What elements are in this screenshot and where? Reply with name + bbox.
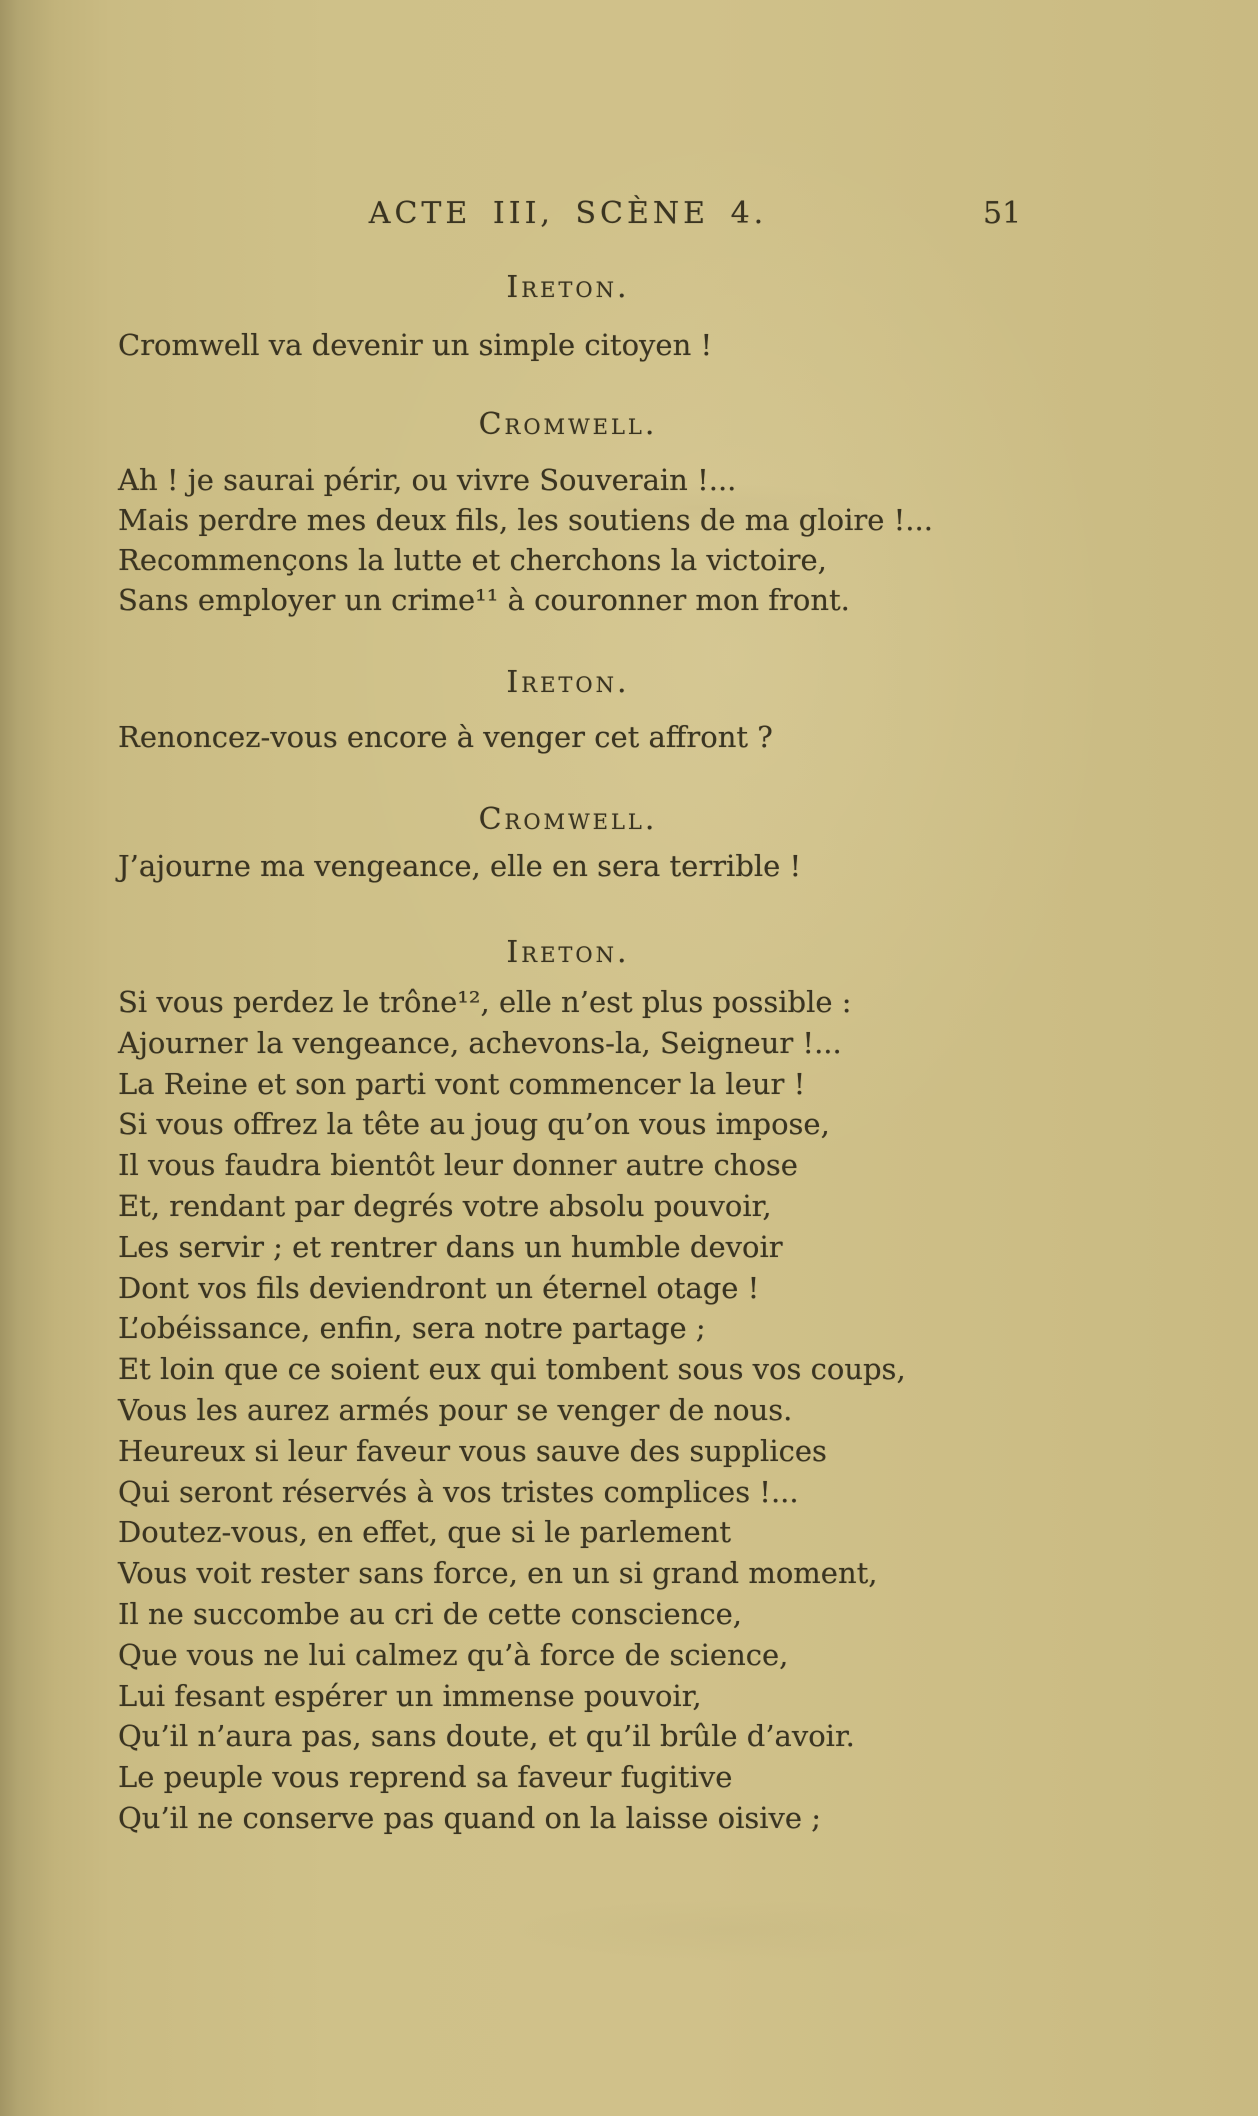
speaker-name: Ireton.	[506, 665, 630, 700]
verse-line: Et, rendant par degrés votre absolu pouvoir,	[118, 1188, 772, 1223]
verse-line: Ajourner la vengeance, achevons-la, Seigneur !...	[118, 1025, 842, 1060]
verse-line: Mais perdre mes deux fils, les soutiens de ma gloire !...	[118, 503, 933, 537]
verse-line: Il vous faudra bientôt leur donner autre chose	[118, 1148, 798, 1183]
verse-line: Doutez-vous, en effet, que si le parlement	[118, 1515, 731, 1550]
verse-line: Recommençons la lutte et cherchons la victoire,	[118, 543, 827, 577]
verse-group	[118, 982, 1168, 1839]
verse-line: Le peuple vous reprend sa faveur fugitive	[118, 1760, 733, 1795]
verse-group	[118, 460, 1168, 620]
speaker-name: Ireton.	[506, 270, 630, 305]
verse-line: Et loin que ce soient eux qui tombent sous vos coups,	[118, 1352, 906, 1387]
verse-line: Ah ! je saurai périr, ou vivre Souverain !...	[118, 463, 737, 497]
verse-group	[118, 717, 1168, 757]
verse-line: Il ne succombe au cri de cette conscience,	[118, 1596, 743, 1631]
verse-line: Cromwell va devenir un simple citoyen !	[118, 328, 713, 362]
verse-line: Si vous offrez la tête au joug qu’on vous impose,	[118, 1107, 830, 1142]
verse-line: Qu’il ne conserve pas quand on la laisse oisive ;	[118, 1800, 822, 1835]
verse-group	[118, 846, 1168, 886]
page-number: 51	[983, 196, 1022, 231]
verse-line: Dont vos fils deviendront un éternel otage !	[118, 1270, 760, 1305]
verse-line: Heureux si leur faveur vous sauve des supplices	[118, 1433, 827, 1468]
verse-line: Sans employer un crime¹¹ à couronner mon front.	[118, 583, 850, 617]
verse-line: J’ajourne ma vengeance, elle en sera terrible !	[118, 849, 802, 883]
verse-line: Qu’il n’aura pas, sans doute, et qu’il brûle d’avoir.	[118, 1719, 855, 1754]
speaker-name: Cromwell.	[478, 802, 658, 837]
verse-line: Vous voit rester sans force, en un si grand moment,	[118, 1556, 878, 1591]
verse-line: Les servir ; et rentrer dans un humble devoir	[118, 1229, 783, 1264]
verse-line: Lui fesant espérer un immense pouvoir,	[118, 1678, 702, 1713]
verse-line: Que vous ne lui calmez qu’à force de science,	[118, 1637, 789, 1672]
verse-line: Si vous perdez le trône¹², elle n’est plus possible :	[118, 985, 852, 1019]
verse-line: Renoncez-vous encore à venger cet affront ?	[118, 720, 773, 754]
speaker-name: Ireton.	[506, 935, 630, 970]
verse-line: L’obéissance, enfin, sera notre partage ;	[118, 1311, 706, 1346]
speaker-name: Cromwell.	[478, 407, 658, 442]
verse-line: La Reine et son parti vont commencer la leur !	[118, 1066, 806, 1101]
verse-group	[118, 325, 1168, 365]
running-head-title: ACTE III, SCÈNE 4.	[368, 196, 768, 231]
verse-line: Vous les aurez armés pour se venger de nous.	[118, 1392, 793, 1427]
verse-line: Qui seront réservés à vos tristes complices !...	[118, 1474, 799, 1509]
